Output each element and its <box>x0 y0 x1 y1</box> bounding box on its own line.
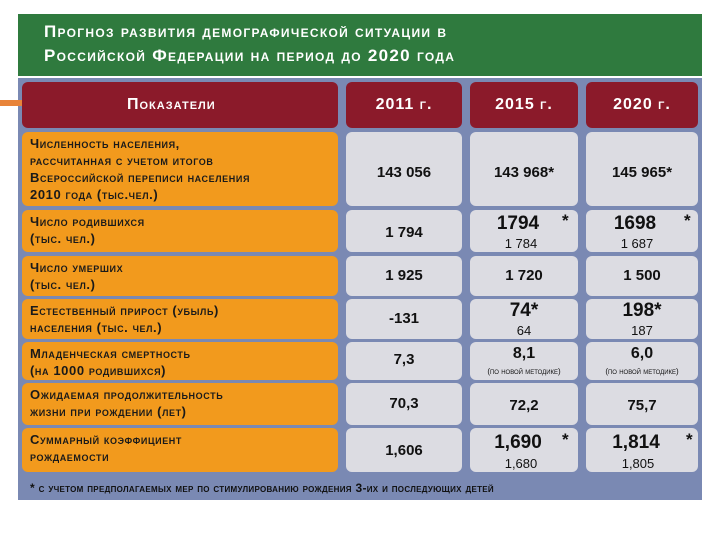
asterisk: * <box>562 430 569 449</box>
cell-fertility-2020 <box>586 428 698 472</box>
asterisk: * <box>686 430 693 449</box>
sub-value: 1,805 <box>621 456 655 471</box>
value: 7,3 <box>393 351 415 368</box>
cell-life-expectancy-2015 <box>470 383 578 425</box>
value: 1,606 <box>385 442 423 459</box>
label-line: Ожидаемая продолжительность <box>30 387 224 402</box>
value: 1,814 <box>612 432 660 453</box>
header-2015: 2015 г. <box>470 82 578 128</box>
cell-life-expectancy-2020 <box>586 383 698 425</box>
title-line-1: Прогноз развития демографической ситуации в <box>44 22 448 41</box>
header-2011: 2011 г. <box>346 82 462 128</box>
value: 72,2 <box>509 397 539 414</box>
label-line: Численность населения, <box>30 136 180 151</box>
row-label-births <box>22 210 338 252</box>
value: 1794 <box>496 213 540 234</box>
label-line: Число родившихся <box>30 214 145 229</box>
cell-fertility-2011 <box>346 428 462 472</box>
label-line: Суммарный коэффициент <box>30 432 183 447</box>
sub-value: 1 784 <box>504 236 538 251</box>
value: 1 925 <box>385 267 423 284</box>
cell-births-2011 <box>346 210 462 252</box>
cell-infant-mortality-2015 <box>470 342 578 380</box>
row-label-infant-mortality <box>22 342 338 380</box>
value: 198* <box>622 300 662 321</box>
label-line: рассчитанная с учетом итогов <box>30 153 214 168</box>
sub-value: 187 <box>631 323 653 338</box>
cell-natural-increase-2020 <box>586 299 698 339</box>
value: 6,0 <box>630 345 654 362</box>
cell-deaths-2020 <box>586 256 698 296</box>
value: 145 965* <box>611 164 673 181</box>
cell-infant-mortality-2020 <box>586 342 698 380</box>
value: 1698 <box>613 213 657 234</box>
cell-natural-increase-2015 <box>470 299 578 339</box>
value: 1 794 <box>385 224 423 241</box>
value: 1,690 <box>494 432 542 453</box>
cell-population-2015 <box>470 132 578 206</box>
label-line: (тыс. чел.) <box>30 277 96 292</box>
value: 1 720 <box>505 267 543 284</box>
cell-population-2011 <box>346 132 462 206</box>
sub-value: 1 687 <box>620 236 654 251</box>
row-label-fertility <box>22 428 338 472</box>
cell-infant-mortality-2011 <box>346 342 462 380</box>
slide-title <box>18 14 702 76</box>
row-label-population <box>22 132 338 206</box>
asterisk: * <box>562 211 569 230</box>
label-line: Младенческая смертность <box>30 346 191 361</box>
label-line: рождаемости <box>30 449 110 464</box>
label-line: жизни при рождении (лет) <box>30 404 187 419</box>
value: 74* <box>509 300 539 321</box>
accent-bar <box>0 100 22 106</box>
header-indicators: Показатели <box>22 82 338 128</box>
value: 143 056 <box>376 164 432 181</box>
title-line-2: Российской Федерации на период до 2020 года <box>44 46 456 65</box>
row-label-deaths <box>22 256 338 296</box>
value: -131 <box>388 310 420 327</box>
value: 8,1 <box>512 345 536 362</box>
header-2020: 2020 г. <box>586 82 698 128</box>
cell-natural-increase-2011 <box>346 299 462 339</box>
sub-value: 64 <box>516 323 532 338</box>
cell-population-2020 <box>586 132 698 206</box>
cell-fertility-2015 <box>470 428 578 472</box>
method-note: (по новой методике) <box>605 367 679 376</box>
sub-value: 1,680 <box>504 456 538 471</box>
label-line: Число умерших <box>30 260 124 275</box>
label-line: населения (тыс. чел.) <box>30 320 163 335</box>
row-label-life-expectancy <box>22 383 338 425</box>
cell-deaths-2015 <box>470 256 578 296</box>
row-label-natural-increase <box>22 299 338 339</box>
value: 75,7 <box>627 397 657 414</box>
label-line: 2010 года (тыс.чел.) <box>30 187 159 202</box>
label-line: (тыс. чел.) <box>30 231 96 246</box>
value: 1 500 <box>623 267 661 284</box>
cell-births-2020 <box>586 210 698 252</box>
value: 70,3 <box>389 395 419 412</box>
value: 143 968* <box>493 164 555 181</box>
cell-life-expectancy-2011 <box>346 383 462 425</box>
footnote: * с учетом предполагаемых мер по стимулированию рождения 3-их и последующих детей <box>30 481 494 495</box>
asterisk: * <box>684 211 691 230</box>
cell-births-2015 <box>470 210 578 252</box>
label-line: (на 1000 родившихся) <box>30 363 167 378</box>
method-note: (по новой методике) <box>487 367 561 376</box>
cell-deaths-2011 <box>346 256 462 296</box>
label-line: Всероссийской переписи населения <box>30 170 251 185</box>
label-line: Естественный прирост (убыль) <box>30 303 219 318</box>
